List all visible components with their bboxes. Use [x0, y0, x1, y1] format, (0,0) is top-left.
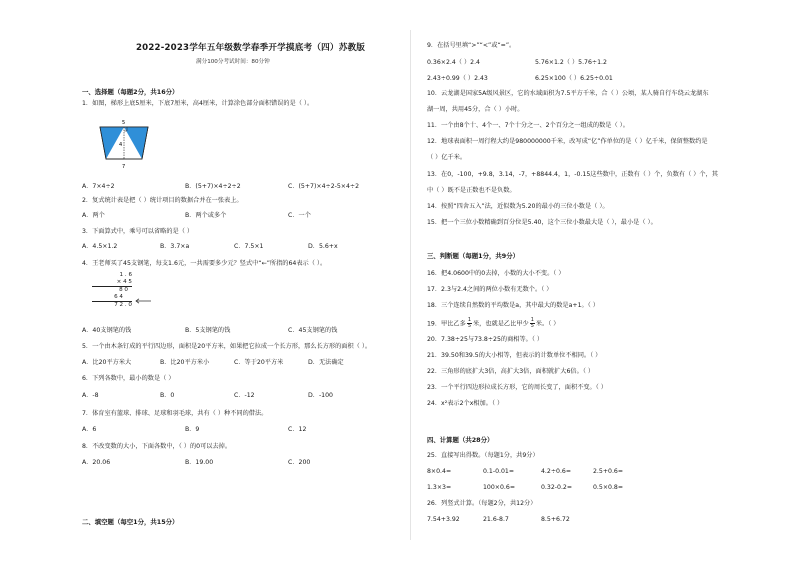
frac-numerator: 1 [467, 317, 471, 323]
page-subtitle: 满分100分考试时间：80分钟 [196, 59, 270, 65]
q20-text: 20．7.38÷25与73.8÷25的商相等。（ ） [427, 336, 544, 343]
calc-row: 6 4 [92, 294, 132, 302]
q25-item-6[interactable]: 100×0.6= [483, 484, 516, 491]
q4-vertical-calc [92, 272, 132, 309]
q19-pre: 19．甲比乙多 [427, 320, 466, 328]
q19-post: 米。（ ） [535, 320, 560, 328]
section-4-heading: 四、计算题（共28分） [427, 436, 494, 444]
q12-line-2: （ ）亿千米。 [427, 154, 467, 161]
calc-row: × 4 5 [92, 279, 132, 287]
q18-text: 18．三个连续自然数的平均数是a，其中最大的数是a+1。（ ） [427, 302, 599, 309]
q10-line-2: 湖一周，共用45分，合（ ）小时。 [427, 106, 524, 113]
q19-fraction-2 [530, 318, 535, 329]
q25-item-4[interactable]: 2.5+0.6= [593, 468, 624, 475]
q7-option-c[interactable]: C．12 [288, 426, 307, 433]
q4-option-c[interactable]: C．45支钢笔的钱 [288, 327, 338, 334]
q5-option-a[interactable]: A．比20平方米大 [82, 359, 132, 366]
q12-line-1: 12．地球表面积一周行程大约是980000000千米，改写成“亿”作单位的是（ ）亿千米，保留整数约是 [427, 138, 708, 145]
q13-line-1: 13．在0，-100，+9.8，3.14，-7，+8844.4，1，-0.15这些数中，正数有（ ）个，负数有（ ）个，其 [427, 171, 718, 178]
figure-bottom-label: 7 [122, 164, 126, 170]
q25-item-8[interactable]: 0.5×0.8= [593, 484, 624, 491]
q2-option-c[interactable]: C．一个 [288, 212, 311, 219]
q5-option-b[interactable]: B．比20平方米小 [160, 359, 210, 366]
q9-item-1[interactable]: 0.36×2.4（ ）2.4 [427, 59, 480, 66]
q3-option-b[interactable]: B．3.7×a [160, 243, 190, 250]
q3-option-d[interactable]: D．5.6+x [308, 243, 338, 250]
q3-option-c[interactable]: C．7.5×1 [234, 243, 264, 250]
q3-text: 3．下面算式中，乘号可以省略的是（ ） [82, 228, 194, 235]
calc-row: 1 . 6 [119, 272, 132, 278]
q26-item-3[interactable]: 8.5+6.72 [541, 516, 570, 523]
q26-text: 26．列竖式计算。（每题2分，共12分） [427, 500, 537, 507]
arrow-left-icon [134, 298, 152, 304]
calc-row: 8 0 [119, 287, 128, 293]
q6-option-d[interactable]: D．-100 [308, 392, 333, 399]
q5-text: 5．一个由木条钉成的平行四边形，面积是20平方米，如果把它拉成一个长方形，那么长方形的面积（ ）。 [82, 343, 372, 350]
q25-item-1[interactable]: 8×0.4= [427, 468, 452, 475]
q25-text: 25．直接写出得数。（每题1分，共9分） [427, 452, 539, 459]
q1-option-b[interactable]: B．(5+7)×4÷2÷2 [185, 183, 241, 190]
q7-option-b[interactable]: B．9 [185, 426, 200, 433]
column-divider [410, 30, 411, 540]
q6-option-b[interactable]: B．0 [160, 392, 175, 399]
q1-option-c[interactable]: C．(5+7)×4÷2-5×4÷2 [288, 183, 360, 190]
trapezoid-figure [94, 113, 154, 173]
q23-text: 23．一个平行四边形拉成长方形，它的周长变了，面积不变。（ ） [427, 384, 607, 391]
section-2-heading: 二、填空题（每空1分，共15分） [82, 518, 179, 526]
q19-mid: 米，也就是乙比甲少 [473, 320, 529, 328]
q6-option-a[interactable]: A．-8 [82, 392, 99, 399]
q10-line-1: 10．云龙湖是国家5A级风景区，它的水域面积为7.5平方千米，合（ ）公顷，某人骑自行车绕云龙湖东 [427, 90, 709, 97]
frac-denominator: 5 [467, 323, 471, 329]
q15-text: 15．把一个三位小数精确到百分位是5.40，这个三位小数最大是（ ），最小是（ ）。 [427, 219, 657, 226]
q26-item-1[interactable]: 7.54+3.92 [427, 516, 460, 523]
q19-fraction [467, 318, 472, 329]
q4-option-b[interactable]: B．5支钢笔的钱 [185, 327, 231, 334]
section-3-heading: 三、判断题（每题1分，共9分） [427, 252, 519, 260]
q2-text: 2．复式统计表是把（ ）统计项目的数据合并在一张表上。 [82, 197, 243, 204]
q25-item-2[interactable]: 0.1-0.01= [483, 468, 515, 475]
figure-height-label: 4 [119, 142, 123, 148]
q5-option-c[interactable]: C．等于20平方米 [234, 359, 284, 366]
q4-option-a[interactable]: A．40支钢笔的钱 [82, 327, 132, 334]
shaded-right-triangle [124, 127, 148, 159]
q5-option-d[interactable]: D．无法确定 [308, 359, 344, 366]
q4-text: 4．王老师买了45支钢笔，每支1.6元，一共需要多少元？竖式中“←”所指的64表示（ ）。 [82, 260, 327, 267]
q16-text: 16．把4.0600中的0去掉，小数的大小不变。（ ） [427, 270, 565, 277]
q6-text: 6．下列各数中，最小的数是（ ） [82, 375, 175, 382]
q13-line-2: 中（ ）既不是正数也不是负数。 [427, 187, 516, 194]
q14-text: 14．按照“四舍五入”法，近似数为5.20的最小的三位小数是（ ）。 [427, 203, 609, 210]
q25-item-7[interactable]: 0.32-0.2= [541, 484, 573, 491]
q9-item-2[interactable]: 5.76×1.2（ ）5.76÷1.2 [535, 59, 607, 66]
q11-text: 11．一个由8个十、4个一、7个十分之一、2个百分之一组成的数是（ ）。 [427, 122, 629, 129]
q7-text: 7．体育室有篮球、排球、足球和羽毛球，共有（ ）种不同的借法。 [82, 410, 268, 417]
q6-option-c[interactable]: C．-12 [234, 392, 255, 399]
page-title: 2022-2023学年五年级数学春季开学摸底考（四）苏教版 [136, 43, 366, 53]
q2-option-a[interactable]: A．两个 [82, 212, 105, 219]
q26-item-2[interactable]: 21.6-8.7 [483, 516, 509, 523]
q24-text: 24．x²表示2个x相加。（ ） [427, 400, 504, 407]
q7-option-a[interactable]: A．6 [82, 426, 97, 433]
frac-denominator: 5 [530, 323, 534, 329]
q1-text: 1．如图，梯形上底5厘米，下底7厘米，高4厘米，计算涂色部分面积错误的是（ ）。 [82, 100, 314, 107]
calc-row: 7 2 . 0 [114, 302, 132, 308]
figure-top-label: 5 [122, 120, 126, 126]
frac-numerator: 1 [530, 317, 534, 323]
q3-option-a[interactable]: A．4.5×1.2 [82, 243, 118, 250]
q19-text [427, 318, 560, 329]
q25-item-3[interactable]: 4.2÷0.6= [541, 468, 572, 475]
q8-text: 8．不改变数的大小，下面各数中，（ ）的0可以去掉。 [82, 443, 232, 450]
q9-item-4[interactable]: 6.25×100（ ）6.25÷0.01 [535, 75, 613, 82]
q25-item-5[interactable]: 1.3×3= [427, 484, 452, 491]
q1-option-a[interactable]: A．7×4÷2 [82, 183, 115, 190]
q9-item-3[interactable]: 2.43÷0.99（ ）2.43 [427, 75, 488, 82]
q2-option-b[interactable]: B．两个或多个 [185, 212, 227, 219]
q8-option-c[interactable]: C．200 [288, 459, 311, 466]
q9-text: 9．在括号里填“>”“<”或“=”。 [427, 42, 516, 49]
q17-text: 17．2.3与2.4之间的两位小数有无数个。（ ） [427, 286, 553, 293]
q22-text: 22．三角形的底扩大3倍，高扩大3倍，面积就扩大6倍。（ ） [427, 368, 595, 375]
q8-option-a[interactable]: A．20.06 [82, 459, 111, 466]
q8-option-b[interactable]: B．19.00 [185, 459, 214, 466]
q21-text: 21．39.50和39.5的大小相等，但表示的计数单位不相同。（ ） [427, 352, 602, 359]
section-1-heading: 一、选择题（每题2分，共16分） [82, 88, 179, 96]
